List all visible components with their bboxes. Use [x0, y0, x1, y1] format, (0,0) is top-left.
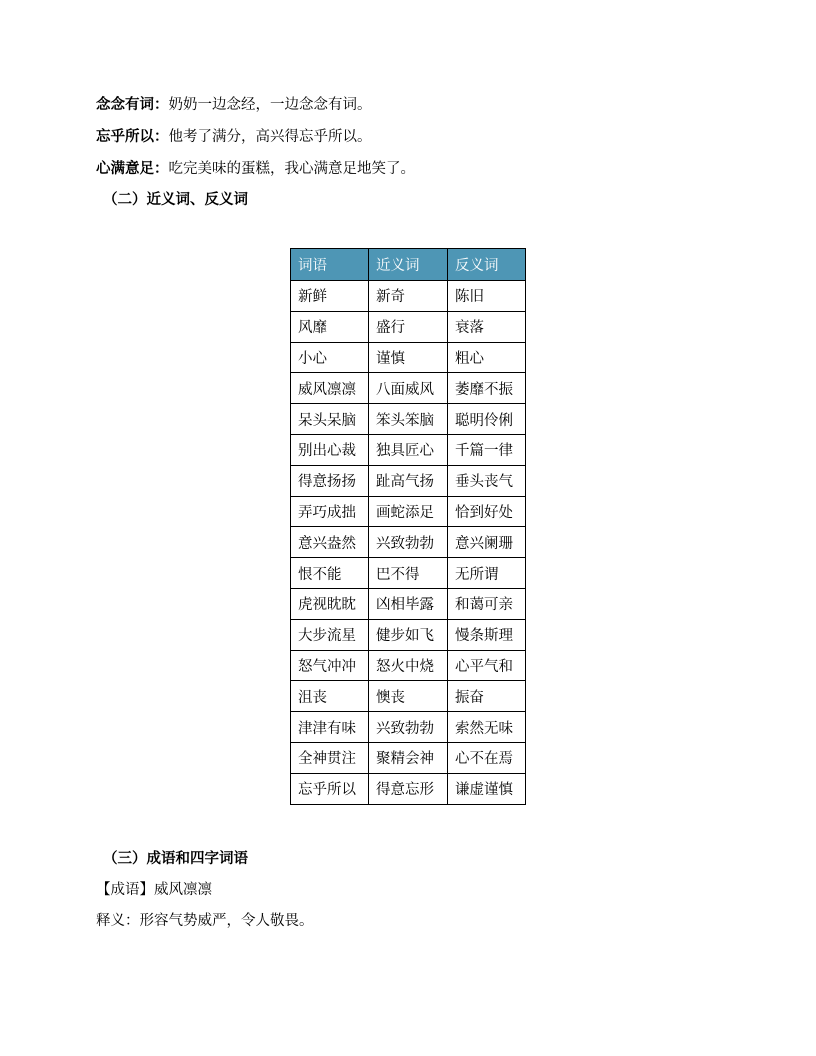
antonym-cell: 谦虚谨慎 [448, 773, 526, 804]
word-cell: 忘乎所以 [291, 773, 369, 804]
table-row [291, 773, 526, 804]
synonym-cell: 凶相毕露 [369, 588, 448, 619]
example-term: 念念有词： [96, 97, 169, 113]
word-cell: 大步流星 [291, 619, 369, 650]
synonym-cell: 怒火中烧 [369, 650, 448, 681]
table-row [291, 650, 526, 681]
table-row [291, 373, 526, 404]
antonym-cell: 索然无味 [448, 712, 526, 743]
word-cell: 得意扬扬 [291, 465, 369, 496]
word-cell: 新鲜 [291, 281, 369, 312]
word-cell: 全神贯注 [291, 742, 369, 773]
section-heading-idioms: （三）成语和四字词语 [103, 851, 248, 867]
synonym-cell: 独具匠心 [369, 434, 448, 465]
header-antonym: 反义词 [448, 249, 526, 281]
word-cell: 小心 [291, 342, 369, 373]
table-body [291, 281, 526, 805]
table-row [291, 681, 526, 712]
synonym-cell: 笨头笨脑 [369, 404, 448, 435]
table-row [291, 619, 526, 650]
table-row [291, 496, 526, 527]
table-row [291, 465, 526, 496]
word-cell: 呆头呆脑 [291, 404, 369, 435]
word-cell: 怒气冲冲 [291, 650, 369, 681]
synonym-cell: 八面威风 [369, 373, 448, 404]
synonym-cell: 兴致勃勃 [369, 712, 448, 743]
table-header-row [291, 249, 526, 281]
example-term: 心满意足： [96, 161, 169, 177]
synonym-cell: 得意忘形 [369, 773, 448, 804]
idiom-line [96, 880, 212, 900]
table-row [291, 434, 526, 465]
word-cell: 意兴盎然 [291, 527, 369, 558]
synonym-cell: 兴致勃勃 [369, 527, 448, 558]
synonym-cell: 盛行 [369, 311, 448, 342]
synonym-cell: 画蛇添足 [369, 496, 448, 527]
idiom-label: 【成语】 [96, 882, 154, 898]
table-row [291, 281, 526, 312]
synonym-cell: 巴不得 [369, 558, 448, 589]
antonym-cell: 振奋 [448, 681, 526, 712]
antonym-cell: 垂头丧气 [448, 465, 526, 496]
antonym-cell: 萎靡不振 [448, 373, 526, 404]
table-row [291, 342, 526, 373]
word-cell: 恨不能 [291, 558, 369, 589]
example-sentence: 他考了满分，高兴得忘乎所以。 [168, 129, 372, 145]
example-sentence: 吃完美味的蛋糕，我心满意足地笑了。 [168, 161, 415, 177]
antonym-cell: 粗心 [448, 342, 526, 373]
table-row [291, 712, 526, 743]
example-line-3 [96, 159, 415, 179]
header-synonym: 近义词 [369, 249, 448, 281]
table-row [291, 311, 526, 342]
word-cell: 风靡 [291, 311, 369, 342]
header-word: 词语 [291, 249, 369, 281]
idiom-definition: 释义：形容气势威严，令人敬畏。 [96, 913, 314, 929]
example-line-2 [96, 127, 372, 147]
word-cell: 沮丧 [291, 681, 369, 712]
antonym-cell: 心平气和 [448, 650, 526, 681]
word-cell: 津津有味 [291, 712, 369, 743]
antonym-cell: 衰落 [448, 311, 526, 342]
antonym-cell: 无所谓 [448, 558, 526, 589]
table-row [291, 527, 526, 558]
synonym-cell: 健步如飞 [369, 619, 448, 650]
antonym-cell: 心不在焉 [448, 742, 526, 773]
idiom-word: 威风凛凛 [154, 882, 212, 898]
example-term: 忘乎所以： [96, 129, 169, 145]
synonym-antonym-table [290, 248, 526, 805]
antonym-cell: 意兴阑珊 [448, 527, 526, 558]
synonym-cell: 新奇 [369, 281, 448, 312]
antonym-cell: 和蔼可亲 [448, 588, 526, 619]
table-row [291, 588, 526, 619]
word-cell: 威风凛凛 [291, 373, 369, 404]
antonym-cell: 恰到好处 [448, 496, 526, 527]
word-cell: 虎视眈眈 [291, 588, 369, 619]
synonym-cell: 聚精会神 [369, 742, 448, 773]
example-line-1 [96, 95, 372, 115]
table-row [291, 558, 526, 589]
synonym-cell: 懊丧 [369, 681, 448, 712]
synonym-cell: 趾高气扬 [369, 465, 448, 496]
word-cell: 弄巧成拙 [291, 496, 369, 527]
example-sentence: 奶奶一边念经，一边念念有词。 [168, 97, 372, 113]
antonym-cell: 慢条斯理 [448, 619, 526, 650]
table-row [291, 404, 526, 435]
synonym-cell: 谨慎 [369, 342, 448, 373]
section-heading-synonyms: （二）近义词、反义词 [103, 192, 248, 208]
antonym-cell: 千篇一律 [448, 434, 526, 465]
antonym-cell: 聪明伶俐 [448, 404, 526, 435]
table-row [291, 742, 526, 773]
word-cell: 别出心裁 [291, 434, 369, 465]
antonym-cell: 陈旧 [448, 281, 526, 312]
